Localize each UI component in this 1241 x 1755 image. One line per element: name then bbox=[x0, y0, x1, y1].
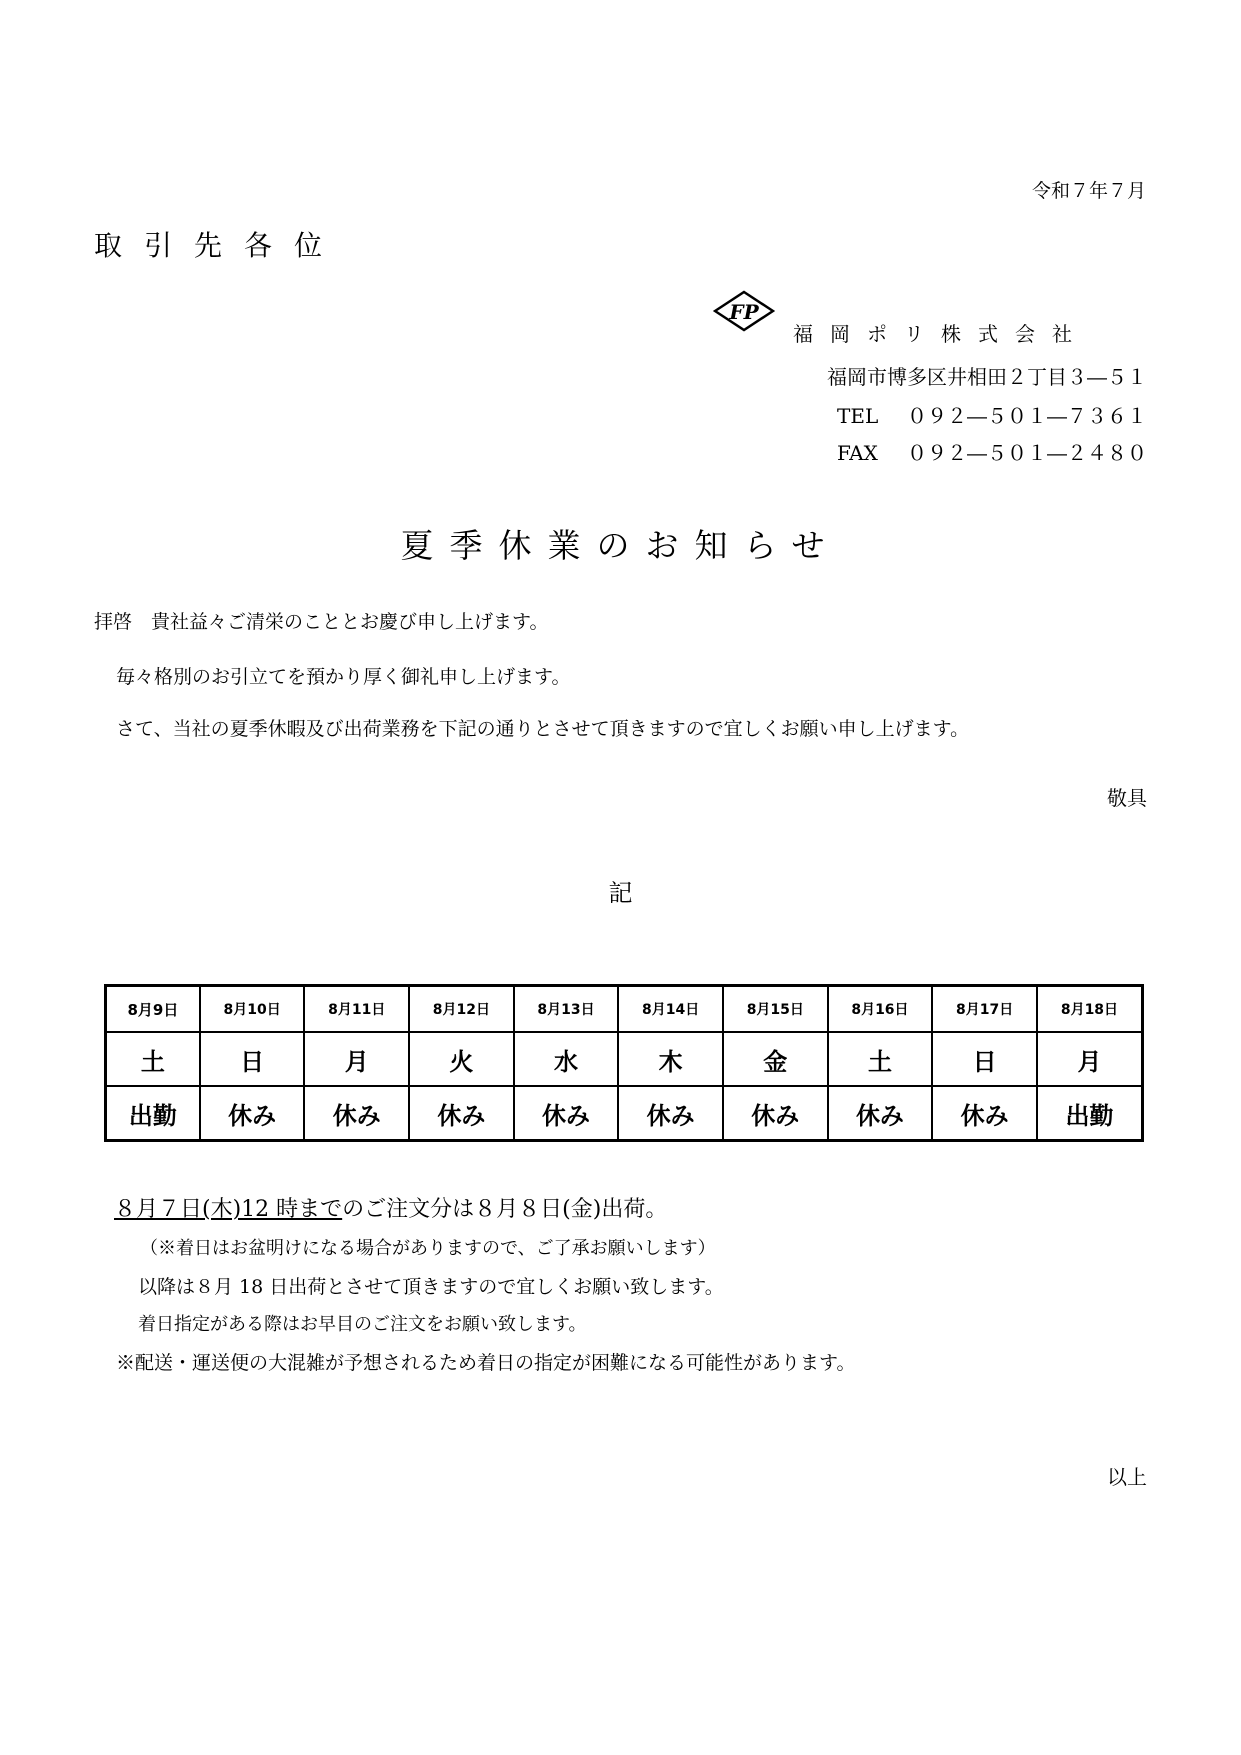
status-cell: 休み bbox=[618, 1086, 723, 1141]
closing-keigu: 敬具 bbox=[1107, 786, 1147, 810]
closing-ijou: 以上 bbox=[1107, 1465, 1147, 1489]
status-cell: 休み bbox=[200, 1086, 305, 1141]
weekday-row bbox=[106, 1032, 1143, 1086]
fax-label: FAX bbox=[837, 441, 878, 465]
date-cell: 8月9日 bbox=[106, 986, 200, 1033]
weekday-cell: 月 bbox=[1037, 1032, 1143, 1086]
weekday-cell: 日 bbox=[200, 1032, 305, 1086]
date-cell: 8月14日 bbox=[618, 986, 723, 1033]
date-row bbox=[106, 986, 1143, 1033]
company-logo bbox=[713, 290, 775, 332]
date-cell: 8月12日 bbox=[409, 986, 514, 1033]
company-fax bbox=[837, 437, 1147, 466]
status-cell: 休み bbox=[514, 1086, 619, 1141]
order-deadline: ８月７日(木)12 時まで bbox=[114, 1197, 343, 1222]
congestion-warning-note: ※配送・運送便の大混雑が予想されるため着日の指定が困難になる可能性があります。 bbox=[116, 1352, 856, 1374]
thanks-line: 毎々格別のお引立てを預かり厚く御礼申し上げます。 bbox=[116, 666, 571, 688]
date-cell: 8月16日 bbox=[828, 986, 933, 1033]
weekday-cell: 土 bbox=[828, 1032, 933, 1086]
order-deadline-note bbox=[114, 1192, 667, 1223]
addressee: 取引先各位 bbox=[94, 229, 345, 262]
status-row bbox=[106, 1086, 1143, 1141]
status-cell: 休み bbox=[828, 1086, 933, 1141]
resume-shipping-note: 以降は８月 18 日出荷とさせて頂きますので宜しくお願い致します。 bbox=[138, 1276, 724, 1298]
date-cell: 8月10日 bbox=[200, 986, 305, 1033]
announcement-line: さて、当社の夏季休暇及び出荷業務を下記の通りとさせて頂きますので宜しくお願い申し上げます。 bbox=[116, 718, 970, 740]
holiday-schedule-table bbox=[104, 984, 1144, 1142]
weekday-cell: 水 bbox=[514, 1032, 619, 1086]
status-cell: 休み bbox=[304, 1086, 409, 1141]
notice-title: 夏季休業のお知らせ bbox=[400, 526, 841, 565]
weekday-cell: 木 bbox=[618, 1032, 723, 1086]
status-cell: 出勤 bbox=[1037, 1086, 1143, 1141]
logo-lettering: FP bbox=[729, 300, 759, 324]
weekday-cell: 金 bbox=[723, 1032, 828, 1086]
status-cell: 出勤 bbox=[106, 1086, 200, 1141]
status-cell: 休み bbox=[932, 1086, 1037, 1141]
order-deadline-rest: のご注文分は８月８日(金)出荷。 bbox=[342, 1197, 668, 1222]
weekday-cell: 火 bbox=[409, 1032, 514, 1086]
fax-number: ０９２―５０１―２４８０ bbox=[907, 441, 1147, 465]
company-name: 福岡ポリ株式会社 bbox=[793, 322, 1089, 346]
date-cell: 8月11日 bbox=[304, 986, 409, 1033]
weekday-cell: 月 bbox=[304, 1032, 409, 1086]
date-cell: 8月13日 bbox=[514, 986, 619, 1033]
weekday-cell: 土 bbox=[106, 1032, 200, 1086]
early-order-note: 着日指定がある際はお早目のご注文をお願い致します。 bbox=[138, 1314, 587, 1335]
company-address: 福岡市博多区井相田２丁目３―５１ bbox=[827, 365, 1147, 389]
greeting-line: 拝啓 貴社益々ご清栄のこととお慶び申し上げます。 bbox=[94, 611, 549, 633]
weekday-cell: 日 bbox=[932, 1032, 1037, 1086]
company-tel bbox=[837, 400, 1147, 429]
delivery-delay-note: （※着日はお盆明けになる場合がありますので、ご了承お願いします） bbox=[140, 1238, 716, 1259]
date-cell: 8月15日 bbox=[723, 986, 828, 1033]
date-cell: 8月18日 bbox=[1037, 986, 1143, 1033]
tel-label: TEL bbox=[837, 404, 879, 428]
status-cell: 休み bbox=[409, 1086, 514, 1141]
tel-number: ０９２―５０１―７３６１ bbox=[907, 404, 1147, 428]
ki-heading: 記 bbox=[608, 879, 633, 907]
status-cell: 休み bbox=[723, 1086, 828, 1141]
document-date: 令和７年７月 bbox=[1031, 180, 1146, 202]
date-cell: 8月17日 bbox=[932, 986, 1037, 1033]
